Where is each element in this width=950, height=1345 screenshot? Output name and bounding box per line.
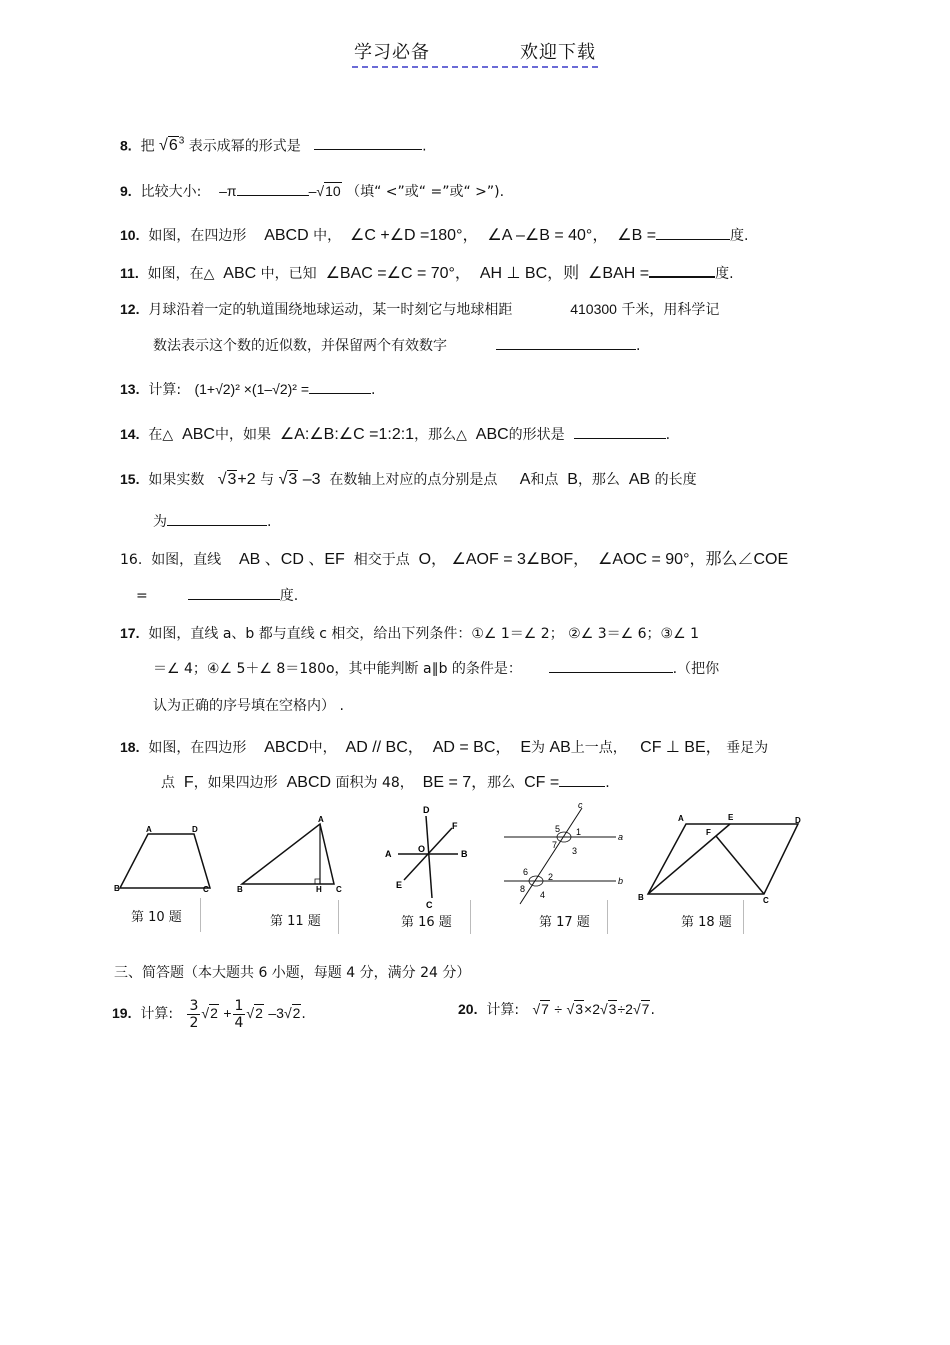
q18-quad2: ABCD: [286, 774, 332, 791]
q8-radicand: 6: [168, 137, 178, 155]
q16-cond2: ∠AOC = 90°，那么∠COE: [598, 551, 789, 568]
q8-text-a: 把: [140, 138, 155, 155]
question-17: 17. 如图，直线 a、b 都与直线 c 相交，给出下列条件：①∠ 1＝∠ 2； ②∠ 3＝∠ 6；③∠ 1: [120, 625, 699, 642]
fig11-label-a: A: [318, 815, 324, 824]
fig17-label-7: 7: [552, 840, 558, 850]
q18-text-c: 垂足为: [726, 740, 769, 756]
q15-he: 和点: [530, 472, 559, 488]
q15-line2: 为: [153, 514, 167, 530]
q15-text-c: ，那么: [577, 472, 620, 488]
q18-c2: AD = BC，: [432, 739, 512, 756]
fig10-label-d: D: [192, 825, 198, 834]
fig17-label-3: 3: [572, 846, 578, 856]
q12-distance: 410300: [570, 301, 617, 317]
q18-ask: CF =: [524, 774, 560, 791]
figure-17-parallel-lines: [500, 800, 635, 908]
question-8: 8. 把 $√6^3$ 表示成幂的形式是 .: [120, 136, 427, 155]
q15-yu: 与: [260, 472, 275, 488]
question-number: 19: [112, 1005, 128, 1021]
q13-end: .: [371, 382, 376, 398]
question-12: 12. 月球沿着一定的轨道围绕地球运动，某一时刻它与地球相距 410300 千米，用科学记: [120, 301, 720, 318]
q15-text-d: 的长度: [654, 472, 697, 488]
question-16: 16. 如图，直线 AB 、CD 、EF 相交于点 O， ∠AOF = 3∠BOF， ∠AOC = 90°，那么∠COE: [120, 551, 789, 568]
fig16-label-b: B: [461, 849, 468, 859]
question-18: 18. 如图，在四边形 ABCD中， AD // BC， AD = BC， E为 AB上一点， CF ⊥ BE， 垂足为: [120, 739, 769, 756]
q15-r2: 3: [288, 471, 298, 488]
question-number: 18: [120, 739, 136, 755]
q14-ratio: ∠A:∠B:∠C =1:2:1: [279, 426, 415, 443]
fig10-label-b: B: [114, 884, 120, 893]
q11-unit: 度.: [715, 266, 734, 282]
question-number: 10: [120, 227, 136, 243]
question-number: 14: [120, 426, 136, 442]
q10-cond2: ∠A –∠B = 40°，: [487, 227, 609, 244]
question-10: 10. 如图，在四边形 ABCD 中， ∠C +∠D =180°， ∠A –∠B = 40°， ∠B = 度.: [120, 227, 749, 244]
fig17-label-2: 2: [548, 872, 554, 882]
question-number: 15: [120, 471, 136, 487]
q11-tri: ABC: [223, 265, 257, 282]
q15-point-a: A: [519, 471, 531, 488]
figure-16-caption: 第 16 题: [401, 915, 452, 930]
q14-text-a: 在△: [148, 427, 174, 443]
q14-tri: ABC: [182, 426, 215, 443]
q19-r3: 2: [292, 1005, 301, 1021]
q11-cond2: AH ⊥ BC，则: [479, 265, 580, 282]
q16-text-a: 如图，直线: [151, 552, 222, 568]
question-number: 13: [120, 381, 136, 397]
q9-rhs-neg: –: [308, 183, 317, 199]
fig16-label-f: F: [452, 821, 458, 831]
q11-text-a: 如图，在△: [147, 266, 215, 282]
q15-minus: –3: [302, 471, 321, 488]
figure-18-caption: 第 18 题: [681, 915, 732, 930]
q14-end: .: [665, 427, 671, 443]
fig10-label-a: A: [146, 825, 152, 834]
header-right: 欢迎下载: [520, 42, 596, 63]
q18-point-f: F: [183, 774, 194, 791]
figure-16-intersecting-lines: [378, 802, 478, 912]
q10-quad: ABCD: [264, 227, 309, 244]
figure-separator: [743, 900, 744, 934]
question-12-line2: [153, 335, 640, 356]
q18-c1: AD // BC，: [345, 739, 424, 756]
question-number: 16: [120, 552, 138, 568]
q15-plus: +2: [237, 471, 256, 488]
q18-line2b: ，如果四边形: [193, 775, 278, 791]
fig11-label-b: B: [237, 885, 243, 894]
q12-line2: 数法表示这个数的近似数，并保留两个有效数字: [153, 338, 447, 354]
q19-r2: 2: [255, 1005, 263, 1021]
answer-blank[interactable]: [559, 772, 605, 787]
q11-cond: ∠BAC =∠C = 70°，: [325, 265, 471, 282]
figure-separator: [607, 900, 608, 934]
question-15: 15. 如果实数 √3+2 与 √3 –3 在数轴上对应的点分别是点 A和点 B，那么 AB 的长度: [120, 471, 697, 488]
figure-separator: [470, 900, 471, 934]
q12-line1b: 千米，用科学记: [621, 302, 720, 318]
q18-text-a: 如图，在四边形: [148, 740, 247, 756]
q12-line1: 月球沿着一定的轨道围绕地球运动，某一时刻它与地球相距: [148, 302, 513, 318]
q18-text-b: 上一点，: [570, 740, 627, 756]
fig18-label-e: E: [728, 813, 734, 822]
q17-line1: 如图，直线 a、b 都与直线 c 相交，给出下列条件：①∠ 1＝∠ 2； ②∠ 3＝∠ 6；③∠ 1: [148, 626, 699, 642]
q20-div2: ÷2: [617, 1001, 633, 1017]
answer-blank[interactable]: [237, 181, 309, 196]
q15-point-b: B: [567, 471, 578, 488]
q15-r1: 3: [227, 471, 237, 488]
q18-zhong: 中，: [308, 740, 337, 756]
fig11-label-c: C: [336, 885, 342, 894]
fig18-label-a: A: [678, 814, 684, 823]
q19-end: .: [301, 1006, 306, 1022]
figure-10-caption: 第 10 题: [131, 910, 182, 925]
q20-r3: 3: [608, 1001, 617, 1017]
answer-blank[interactable]: [188, 585, 280, 600]
q14-text-c: ，那么△: [414, 427, 467, 443]
q16-unit: 度.: [279, 588, 299, 604]
fig18-label-f: F: [706, 828, 711, 837]
answer-blank[interactable]: [314, 135, 422, 150]
q19-plus: +: [223, 1005, 232, 1021]
section-3-title: 三、简答题（本大题共 6 小题，每题 4 分，满分 24 分）: [114, 965, 471, 981]
q15-segment: AB: [628, 471, 651, 488]
q20-text-a: 计算:: [486, 1002, 520, 1018]
q18-be: BE = 7，: [422, 774, 488, 791]
figure-18-parallelogram: [632, 810, 812, 905]
fig16-label-o: O: [418, 844, 426, 854]
q18-c4: AB: [549, 739, 571, 756]
q8-end: .: [422, 138, 427, 155]
figure-11-caption: 第 11 题: [270, 914, 321, 929]
fig16-label-a: A: [385, 849, 392, 859]
q16-point: O，: [418, 551, 448, 568]
q9-text-b: （填“ <”或“ =”或“ >”).: [346, 184, 505, 200]
question-13: 13. 计算: (1+√2)² ×(1–√2)² = .: [120, 381, 376, 398]
fig18-label-c: C: [763, 896, 769, 905]
q17-line3: 认为正确的序号填在空格内） .: [153, 698, 344, 714]
q20-r1: 7: [541, 1001, 549, 1017]
q18-c3: E: [520, 739, 531, 756]
page-header: [0, 38, 950, 68]
question-11: 11. 如图，在△ ABC 中，已知 ∠BAC =∠C = 70°， AH ⊥ BC，则 ∠BAH = 度.: [120, 262, 734, 284]
question-15-line2: [153, 511, 271, 532]
q12-end: .: [635, 338, 641, 354]
q10-ask: ∠B =: [617, 227, 657, 244]
q8-exponent: 3: [178, 136, 185, 147]
q18-line2c: 面积为 48，: [335, 775, 414, 791]
q18-quad: ABCD: [264, 739, 309, 756]
q17-line2b: .（把你: [672, 661, 720, 677]
q20-end: .: [650, 1002, 655, 1018]
answer-blank[interactable]: [649, 262, 715, 278]
fig11-label-h: H: [316, 885, 322, 894]
fig17-label-4: 4: [540, 890, 546, 900]
fig17-label-c: c: [578, 800, 583, 810]
q20-div1: ÷: [554, 1001, 563, 1017]
q16-lines: AB 、CD 、EF: [239, 551, 345, 568]
q17-line2: ＝∠ 4；④∠ 5＋∠ 8＝180o，其中能判断 a∥b 的条件是：: [153, 661, 522, 677]
question-number: 17: [120, 625, 136, 641]
question-16-line2: [136, 585, 298, 606]
q8-text-b: 表示成幂的形式是: [188, 138, 301, 155]
question-9: 9. 比较大小: –π –√10 （填“ <”或“ =”或“ >”).: [120, 183, 505, 200]
q11-ask: ∠BAH =: [588, 265, 650, 282]
q14-tri2: ABC: [475, 426, 509, 443]
question-number: 9: [120, 183, 128, 199]
answer-blank[interactable]: [496, 335, 636, 350]
question-14: 14. 在△ ABC中，如果 ∠A:∠B:∠C =1:2:1，那么△ ABC的形状是 .: [120, 426, 671, 443]
q20-r2: 3: [575, 1001, 584, 1017]
q9-text-a: 比较大小:: [140, 184, 202, 200]
q9-lhs: –π: [219, 183, 237, 199]
fig17-label-1: 1: [576, 827, 582, 837]
question-18-line2: [161, 772, 610, 793]
q10-cond1: ∠C +∠D =180°，: [350, 227, 479, 244]
fig10-label-c: C: [203, 885, 209, 894]
q13-expression: (1+√2)² ×(1–√2)² =: [194, 381, 310, 397]
q13-text-a: 计算:: [148, 382, 182, 398]
q14-text-d: 的形状是: [508, 427, 565, 443]
q10-zhong: 中，: [313, 228, 342, 244]
answer-blank[interactable]: [656, 225, 730, 240]
question-19: 19. 计算: $\frac{3}{2}$ √2 + $\frac{1}{4}$ √2 –3√2.: [112, 997, 306, 1031]
q14-text-b: 中，如果: [214, 427, 271, 443]
fig18-label-d: D: [795, 816, 801, 825]
q18-line2d: 那么: [487, 775, 516, 791]
q15-text-a: 如果实数: [148, 472, 205, 488]
q15-text-b: 在数轴上对应的点分别是点: [329, 472, 498, 488]
q18-line2a: 点: [161, 775, 175, 791]
figure-separator: [338, 900, 339, 934]
fig17-label-6: 6: [523, 867, 529, 877]
question-number: 11: [120, 265, 135, 281]
answer-blank[interactable]: [167, 511, 267, 526]
q18-c5: CF ⊥ BE，: [640, 739, 722, 756]
question-17-line2: [153, 658, 719, 679]
figure-17-caption: 第 17 题: [539, 915, 590, 930]
q10-text-a: 如图，在四边形: [148, 228, 247, 244]
question-number: 20: [458, 1001, 474, 1017]
q10-unit: 度.: [730, 228, 749, 244]
fig17-label-5: 5: [555, 824, 561, 834]
fig17-label-b: b: [618, 876, 624, 886]
fig16-label-e: E: [396, 880, 403, 890]
fig16-label-d: D: [423, 805, 430, 815]
figure-10-trapezoid: [110, 820, 220, 900]
question-17-line3: [153, 696, 344, 716]
q20-r4: 7: [641, 1001, 650, 1017]
q18-end: .: [605, 775, 610, 791]
question-number: 12: [120, 301, 136, 317]
q19-text-a: 计算:: [140, 1006, 174, 1022]
figure-11-triangle: [232, 812, 352, 897]
answer-blank[interactable]: [309, 379, 371, 394]
answer-blank[interactable]: [549, 658, 673, 673]
answer-blank[interactable]: [574, 424, 666, 439]
q19-fraction-2: $\frac{1}{4}$: [234, 997, 244, 1031]
q20-times: ×2: [584, 1001, 600, 1017]
q19-fraction-1: $\frac{3}{2}$: [189, 997, 199, 1031]
q16-eq: =: [136, 588, 148, 604]
fig17-label-8: 8: [520, 884, 526, 894]
q19-tail: –3: [268, 1005, 284, 1021]
q11-text-b: 中，已知: [260, 266, 317, 282]
fig17-label-a: a: [618, 832, 624, 842]
question-number: 8: [120, 137, 128, 154]
q15-end: .: [267, 514, 272, 530]
fig18-label-b: B: [638, 893, 644, 902]
figure-separator: [200, 898, 201, 932]
fig16-label-c: C: [426, 900, 433, 910]
q18-wei: 为: [530, 740, 545, 756]
q9-rhs-radicand: 10: [325, 183, 341, 199]
q16-cond: ∠AOF = 3∠BOF，: [451, 551, 590, 568]
q19-r1: 2: [210, 1005, 218, 1021]
header-left: 学习必备: [354, 42, 430, 63]
question-20: 20. 计算: √7 ÷ √3×2√3÷2√7.: [458, 1001, 655, 1018]
q16-text-b: 相交于点: [353, 552, 410, 568]
